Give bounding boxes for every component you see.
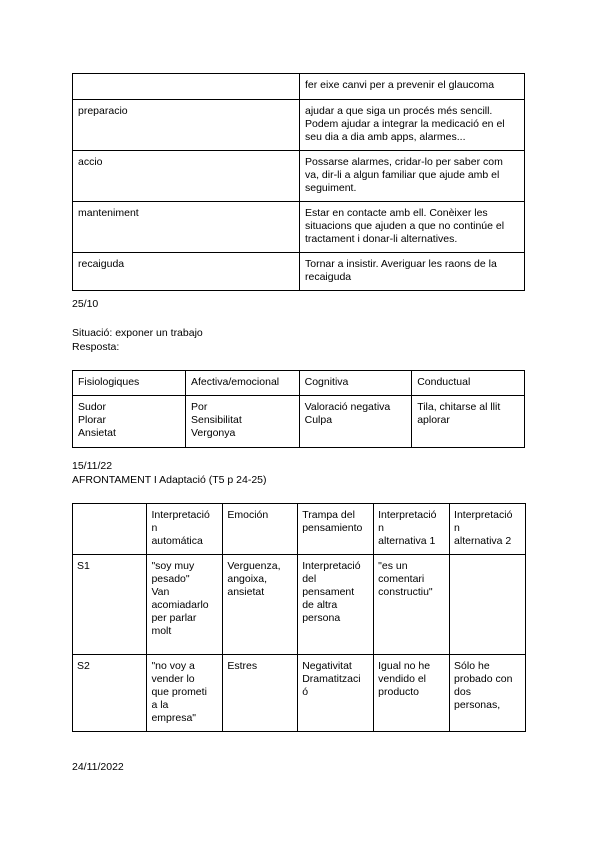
adaptation-table — [72, 503, 526, 732]
stage-text-cell: fer eixe canvi per a prevenir el glaucoma — [300, 74, 525, 100]
stage-text-cell: Estar en contacte amb ell. Conèixer les situacions que ajuden a que no continúe el tractament i donar-li alternatives. — [300, 202, 525, 253]
stage-cell: manteniment — [73, 202, 300, 253]
section-date: 25/10 — [72, 298, 99, 310]
header-cell: Trampa del pensamiento — [298, 504, 374, 555]
section-date: 15/11/22 — [72, 460, 113, 472]
table-row — [73, 396, 525, 448]
table-cell: Sudor Plorar Ansietat — [73, 396, 186, 448]
table-cell: Estres — [223, 655, 298, 732]
table-row — [73, 151, 525, 202]
situation-line: Situació: exponer un trabajo — [72, 327, 203, 339]
table-cell: "no voy a vender lo que prometi a la empresa" — [147, 655, 223, 732]
table-cell: Por Sensibilitat Vergonya — [185, 396, 299, 448]
stage-text-cell: ajudar a que siga un procés més sencill. Podem ajudar a integrar la medicació en el seu dia a dia amb apps, alarmes... — [300, 100, 525, 151]
table-cell: Sólo he probado con dos personas, — [450, 655, 526, 732]
table-row — [73, 74, 525, 100]
header-cell: Emoción — [223, 504, 298, 555]
header-cell: Interpretació n alternativa 1 — [374, 504, 450, 555]
header-cell: Conductual — [412, 371, 525, 396]
reactions-table — [72, 370, 525, 448]
section-title: AFRONTAMENT I Adaptació (T5 p 24-25) — [72, 474, 267, 486]
header-cell: Cognitiva — [299, 371, 412, 396]
header-cell: Fisiologiques — [73, 371, 186, 396]
response-label: Resposta: — [72, 341, 120, 353]
table-cell: Valoració negativa Culpa — [299, 396, 412, 448]
stage-text-cell: Possarse alarmes, cridar-lo per saber com va, dir-li a algun familiar que ajude amb el seguiment. — [300, 151, 525, 202]
header-cell — [73, 504, 147, 555]
footer-date: 24/11/2022 — [72, 761, 124, 773]
stage-text-cell: Tornar a insistir. Averiguar les raons de la recaiguda — [300, 253, 525, 291]
table-cell: "soy muy pesado" Van acomiadarlo per parlar molt — [147, 555, 223, 655]
table-cell — [450, 555, 526, 655]
header-cell: Afectiva/emocional — [185, 371, 299, 396]
stage-cell: recaiguda — [73, 253, 300, 291]
header-cell: Interpretació n automática — [147, 504, 223, 555]
stages-of-change-table — [72, 73, 525, 291]
table-cell: S1 — [73, 555, 147, 655]
table-cell: Negativitat Dramatitzaci ó — [298, 655, 374, 732]
table-cell: Interpretació del pensament de altra persona — [298, 555, 374, 655]
stage-cell — [73, 74, 300, 100]
stage-cell: preparacio — [73, 100, 300, 151]
table-header-row — [73, 504, 526, 555]
table-row — [73, 202, 525, 253]
table-cell: Verguenza, angoixa, ansietat — [223, 555, 298, 655]
table-row — [73, 100, 525, 151]
table-row — [73, 655, 526, 732]
table-cell: "es un comentari constructiu" — [374, 555, 450, 655]
table-row — [73, 253, 525, 291]
table-header-row — [73, 371, 525, 396]
table-row — [73, 555, 526, 655]
header-cell: Interpretació n alternativa 2 — [450, 504, 526, 555]
table-cell: S2 — [73, 655, 147, 732]
table-cell: Igual no he vendido el producto — [374, 655, 450, 732]
stage-cell: accio — [73, 151, 300, 202]
table-cell: Tila, chitarse al llit aplorar — [412, 396, 525, 448]
